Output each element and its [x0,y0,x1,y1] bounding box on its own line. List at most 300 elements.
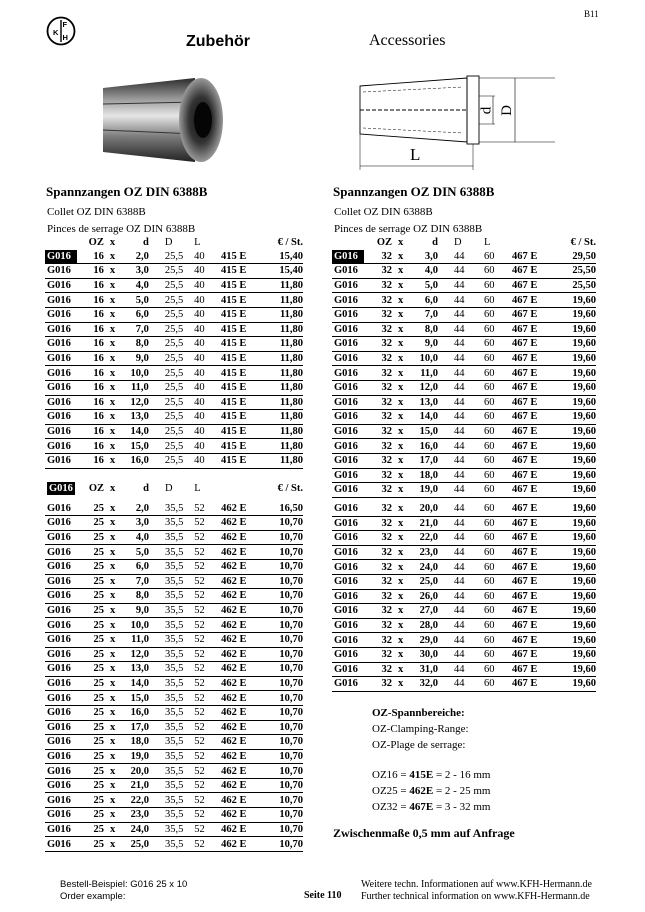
article-code: G016 [45,589,77,604]
col-oz: OZ [88,237,104,249]
length: 52 [194,516,221,531]
table-oz16 [45,236,303,469]
times-sign: x [398,560,408,575]
price: 19,60 [556,545,596,560]
oz-size: 25 [77,691,110,706]
oz-size: 25 [77,662,110,677]
article-code: G016 [45,778,77,793]
price: 19,60 [556,604,596,619]
price: 10,70 [264,735,303,750]
outer-diameter: 35,5 [159,691,194,706]
table-row [332,366,596,381]
bore-diameter: 12,0 [120,395,159,410]
bore-diameter: 28,0 [408,618,448,633]
bore-diameter: 9,0 [120,603,159,618]
article-number: 415 E [221,351,264,366]
times-sign: x [398,395,408,410]
times-sign: x [110,410,120,425]
table-row [332,293,596,308]
length: 52 [194,705,221,720]
price: 10,70 [264,603,303,618]
article-number: 415 E [221,322,264,337]
outer-diameter: 25,5 [159,322,194,337]
times-sign: x [110,793,120,808]
price: 19,60 [556,366,596,381]
outer-diameter: 44 [448,618,484,633]
article-number: 462 E [221,530,264,545]
left-heading-fr: Pinces de serrage OZ DIN 6388B [47,223,196,235]
length: 52 [194,502,221,516]
times-sign: x [398,293,408,308]
oz-size: 32 [364,589,398,604]
times-sign: x [398,264,408,279]
table-row [332,439,596,454]
bore-diameter: 6,0 [120,559,159,574]
article-number: 415 E [221,453,264,468]
price: 10,70 [264,778,303,793]
oz-size: 16 [77,351,110,366]
article-number: 415 E [221,366,264,381]
article-number: 467 E [512,293,556,308]
times-sign: x [398,453,408,468]
table-row [45,380,303,395]
price: 19,60 [556,453,596,468]
length: 40 [194,351,221,366]
article-code: G016 [332,380,364,395]
bore-diameter: 15,0 [408,424,448,439]
article-number: 467 E [512,677,556,692]
times-sign: x [398,439,408,454]
outer-diameter: 25,5 [159,278,194,293]
length: 52 [194,618,221,633]
times-sign: x [398,574,408,589]
oz-size: 32 [364,264,398,279]
article-code: G016 [332,589,364,604]
rows-oz25 [45,502,303,852]
svg-text:H: H [62,33,68,42]
table-row [45,293,303,308]
article-number: 467 E [512,264,556,279]
price: 10,70 [264,559,303,574]
article-code: G016 [45,307,77,322]
times-sign: x [110,530,120,545]
outer-diameter: 35,5 [159,837,194,852]
article-number: 415 E [221,424,264,439]
article-code: G016 [45,380,77,395]
info-en: Further technical information on www.KFH-Hermann.de [361,891,590,902]
table-oz32-continued [332,502,596,692]
outer-diameter: 35,5 [159,793,194,808]
times-sign: x [398,468,408,483]
table-row [45,516,303,531]
price: 29,50 [556,250,596,264]
outer-diameter: 35,5 [159,822,194,837]
article-code: G016 [332,307,364,322]
bore-diameter: 8,0 [120,337,159,352]
length: 52 [194,837,221,852]
outer-diameter: 44 [448,337,484,352]
times-sign: x [110,603,120,618]
table-header [45,482,303,496]
article-number: 415 E [221,264,264,279]
outer-diameter: 25,5 [159,337,194,352]
outer-diameter: 25,5 [159,351,194,366]
table-header [332,236,596,250]
bore-diameter: 19,0 [408,483,448,498]
price: 11,80 [264,278,303,293]
table-row [45,822,303,837]
outer-diameter: 44 [448,502,484,516]
rows-oz32-continued [332,502,596,691]
article-code: G016 [332,366,364,381]
length: 60 [484,424,512,439]
price: 19,60 [556,307,596,322]
article-number: 462 E [221,559,264,574]
length: 40 [194,410,221,425]
outer-diameter: 35,5 [159,749,194,764]
oz-size: 32 [364,560,398,575]
table-row [332,351,596,366]
table-row [45,559,303,574]
price: 11,80 [264,439,303,454]
article-number: 462 E [221,793,264,808]
price: 10,70 [264,720,303,735]
article-code: G016 [45,545,77,560]
bore-diameter: 20,0 [408,502,448,516]
article-number: 467 E [512,502,556,516]
oz-size: 32 [364,662,398,677]
length: 60 [484,380,512,395]
article-number: 467 E [512,604,556,619]
bore-diameter: 14,0 [120,676,159,691]
bore-diameter: 2,0 [120,502,159,516]
article-code: G016 [332,677,364,692]
times-sign: x [398,589,408,604]
table-row [45,545,303,560]
outer-diameter: 35,5 [159,618,194,633]
order-example-en: Order example: [60,891,126,902]
oz-size: 16 [77,395,110,410]
bore-diameter: 8,0 [120,589,159,604]
times-sign: x [110,351,120,366]
oz-size: 32 [364,545,398,560]
bore-diameter: 17,0 [120,720,159,735]
article-code: G016 [332,647,364,662]
outer-diameter: 35,5 [159,502,194,516]
bore-diameter: 7,0 [120,322,159,337]
article-number: 467 E [512,545,556,560]
price: 11,80 [264,307,303,322]
oz-size: 25 [77,837,110,852]
bore-diameter: 7,0 [120,574,159,589]
article-code: G016 [332,351,364,366]
article-number: 462 E [221,720,264,735]
times-sign: x [398,307,408,322]
price: 19,60 [556,618,596,633]
price: 11,80 [264,395,303,410]
col-x: x [398,237,404,249]
table-row [45,705,303,720]
order-example-de: Bestell-Beispiel: G016 25 x 10 [60,879,188,890]
times-sign: x [110,307,120,322]
article-code: G016 [45,662,77,677]
length: 52 [194,691,221,706]
times-sign: x [110,735,120,750]
table-row [45,764,303,779]
dim-label-D: D [498,105,515,116]
table-row [45,603,303,618]
bore-diameter: 12,0 [408,380,448,395]
length: 60 [484,351,512,366]
length: 60 [484,395,512,410]
oz-size: 16 [77,250,110,264]
times-sign: x [110,632,120,647]
times-sign: x [110,366,120,381]
article-number: 467 E [512,250,556,264]
article-number: 462 E [221,837,264,852]
bore-diameter: 25,0 [120,837,159,852]
length: 60 [484,410,512,425]
price: 11,80 [264,424,303,439]
oz-size: 32 [364,278,398,293]
outer-diameter: 25,5 [159,250,194,264]
price: 19,60 [556,337,596,352]
oz-size: 25 [77,603,110,618]
article-code: G016 [332,633,364,648]
table-row [332,337,596,352]
outer-diameter: 35,5 [159,662,194,677]
page-title-en: Accessories [369,32,446,49]
length: 60 [484,366,512,381]
times-sign: x [110,822,120,837]
price: 10,70 [264,574,303,589]
length: 52 [194,632,221,647]
oz-size: 16 [77,380,110,395]
outer-diameter: 35,5 [159,808,194,823]
length: 60 [484,439,512,454]
article-number: 467 E [512,516,556,531]
length: 40 [194,453,221,468]
clamping-oz25: OZ25 = 462E = 2 - 25 mm [372,785,491,797]
rows-oz16 [45,250,303,468]
article-code: G016 [45,530,77,545]
length: 40 [194,278,221,293]
outer-diameter: 35,5 [159,647,194,662]
oz-size: 16 [77,439,110,454]
article-number: 415 E [221,307,264,322]
bore-diameter: 25,0 [408,574,448,589]
bore-diameter: 10,0 [120,366,159,381]
times-sign: x [110,322,120,337]
times-sign: x [110,705,120,720]
article-code: G016 [332,278,364,293]
times-sign: x [110,618,120,633]
article-code: G016 [332,618,364,633]
page-label: B11 [584,9,599,19]
article-code: G016 [45,647,77,662]
times-sign: x [398,647,408,662]
price: 10,70 [264,545,303,560]
outer-diameter: 25,5 [159,439,194,454]
article-code: G016 [45,453,77,468]
table-row [332,264,596,279]
length: 52 [194,647,221,662]
article-code: G016 [45,351,77,366]
col-D: D [454,237,462,249]
outer-diameter: 35,5 [159,778,194,793]
price: 10,70 [264,516,303,531]
clamping-fr: OZ-Plage de serrage: [372,739,466,751]
bore-diameter: 18,0 [408,468,448,483]
table-row [332,574,596,589]
outer-diameter: 44 [448,647,484,662]
price: 19,60 [556,677,596,692]
bore-diameter: 10,0 [408,351,448,366]
oz-size: 25 [77,647,110,662]
article-code: G016 [45,574,77,589]
price: 10,70 [264,705,303,720]
bore-diameter: 4,0 [120,278,159,293]
length: 52 [194,793,221,808]
col-d: d [142,237,149,249]
article-number: 415 E [221,293,264,308]
bore-diameter: 30,0 [408,647,448,662]
article-code: G016 [332,337,364,352]
table-row [45,278,303,293]
length: 60 [484,662,512,677]
oz-size: 16 [77,264,110,279]
article-code: G016 [45,735,77,750]
price: 10,70 [264,618,303,633]
times-sign: x [110,589,120,604]
length: 40 [194,380,221,395]
table-row [45,530,303,545]
oz-size: 16 [77,322,110,337]
article-code: G016 [45,603,77,618]
price: 11,80 [264,410,303,425]
bore-diameter: 21,0 [120,778,159,793]
length: 60 [484,516,512,531]
article-number: 467 E [512,410,556,425]
outer-diameter: 44 [448,545,484,560]
col-D: D [164,483,173,495]
table-row [45,574,303,589]
article-number: 415 E [221,439,264,454]
times-sign: x [110,647,120,662]
table-row [45,793,303,808]
outer-diameter: 44 [448,633,484,648]
article-number: 462 E [221,691,264,706]
bore-diameter: 3,0 [120,264,159,279]
outer-diameter: 44 [448,453,484,468]
col-L: L [194,237,201,249]
bore-diameter: 18,0 [120,735,159,750]
article-number: 467 E [512,618,556,633]
times-sign: x [110,676,120,691]
article-number: 467 E [512,424,556,439]
oz-size: 32 [364,633,398,648]
bore-diameter: 11,0 [408,366,448,381]
length: 40 [194,395,221,410]
outer-diameter: 35,5 [159,516,194,531]
bore-diameter: 3,0 [120,516,159,531]
times-sign: x [110,502,120,516]
outer-diameter: 44 [448,351,484,366]
article-code: G016 [332,604,364,619]
length: 60 [484,633,512,648]
price: 10,70 [264,662,303,677]
length: 60 [484,560,512,575]
bore-diameter: 11,0 [120,380,159,395]
article-number: 467 E [512,531,556,546]
table-row [332,410,596,425]
article-code: G016 [45,691,77,706]
article-code: G016 [332,574,364,589]
outer-diameter: 44 [448,395,484,410]
price: 19,60 [556,633,596,648]
table-row [332,589,596,604]
price: 19,60 [556,322,596,337]
table-row [45,322,303,337]
page-title-de: Zubehör [186,33,250,50]
oz-size: 32 [364,410,398,425]
table-row [45,778,303,793]
times-sign: x [110,662,120,677]
bore-diameter: 27,0 [408,604,448,619]
outer-diameter: 25,5 [159,424,194,439]
length: 60 [484,264,512,279]
article-code: G016 [332,322,364,337]
price: 10,70 [264,837,303,852]
bore-diameter: 31,0 [408,662,448,677]
article-number: 415 E [221,380,264,395]
price: 10,70 [264,749,303,764]
length: 52 [194,822,221,837]
oz-size: 32 [364,293,398,308]
price: 19,60 [556,647,596,662]
bore-diameter: 5,0 [120,545,159,560]
table-row [332,633,596,648]
price: 19,60 [556,662,596,677]
article-number: 462 E [221,545,264,560]
article-number: 462 E [221,735,264,750]
table-row [45,439,303,454]
article-number: 462 E [221,822,264,837]
article-number: 467 E [512,468,556,483]
table-row [45,264,303,279]
length: 60 [484,453,512,468]
article-code: G016 [332,424,364,439]
article-code: G016 [332,453,364,468]
times-sign: x [110,395,120,410]
outer-diameter: 35,5 [159,735,194,750]
article-number: 462 E [221,778,264,793]
length: 52 [194,603,221,618]
length: 52 [194,545,221,560]
article-number: 462 E [221,618,264,633]
price: 10,70 [264,676,303,691]
length: 52 [194,808,221,823]
length: 60 [484,468,512,483]
article-number: 462 E [221,603,264,618]
outer-diameter: 44 [448,604,484,619]
article-number: 467 E [512,662,556,677]
price: 19,60 [556,531,596,546]
article-number: 467 E [512,337,556,352]
table-row [332,424,596,439]
article-number: 467 E [512,351,556,366]
price: 19,60 [556,424,596,439]
